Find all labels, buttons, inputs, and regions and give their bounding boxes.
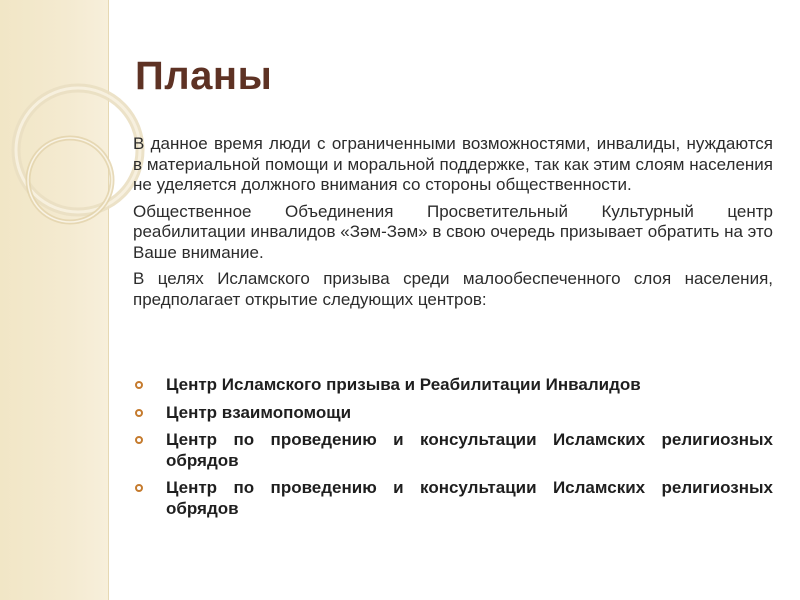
hollow-circle-icon: [135, 381, 143, 389]
hollow-circle-icon: [135, 409, 143, 417]
large-ring-highlight-shape: [16, 88, 140, 212]
list-item-text: Центр по проведению и консультации Исламских религиозных обрядов: [166, 430, 773, 470]
centers-list: [135, 375, 773, 526]
list-item: [135, 403, 773, 424]
page-title: Планы: [135, 54, 273, 98]
body-text: [133, 134, 773, 316]
hollow-circle-icon: [135, 484, 143, 492]
list-item-text: Центр по проведению и консультации Исламских религиозных обрядов: [166, 478, 773, 518]
list-item-text: Центр Исламского призыва и Реабилитации Инвалидов: [166, 375, 641, 394]
list-item: [135, 430, 773, 471]
paragraph-organization: Общественное Объединения Просветительный Культурный центр реабилитации инвалидов «Зәм-Зәм» в свою очередь призывает обратить на это Ваше внимание.: [133, 201, 773, 262]
paragraph-intro: В данное время люди с ограниченными возможностями, инвалиды, нуждаются в материальной помощи и моральной поддержке, так как этим слоям населения не уделяется должного внимания со стороны общественности.: [133, 134, 773, 194]
list-item: [135, 478, 773, 519]
list-item-text: Центр взаимопомощи: [166, 402, 352, 422]
paragraph-goals: В целях Исламского призыва среди малообеспеченного слоя населения, предполагает открытие следующих центров:: [133, 269, 773, 309]
list-item: [135, 375, 773, 396]
hollow-circle-icon: [135, 436, 143, 444]
